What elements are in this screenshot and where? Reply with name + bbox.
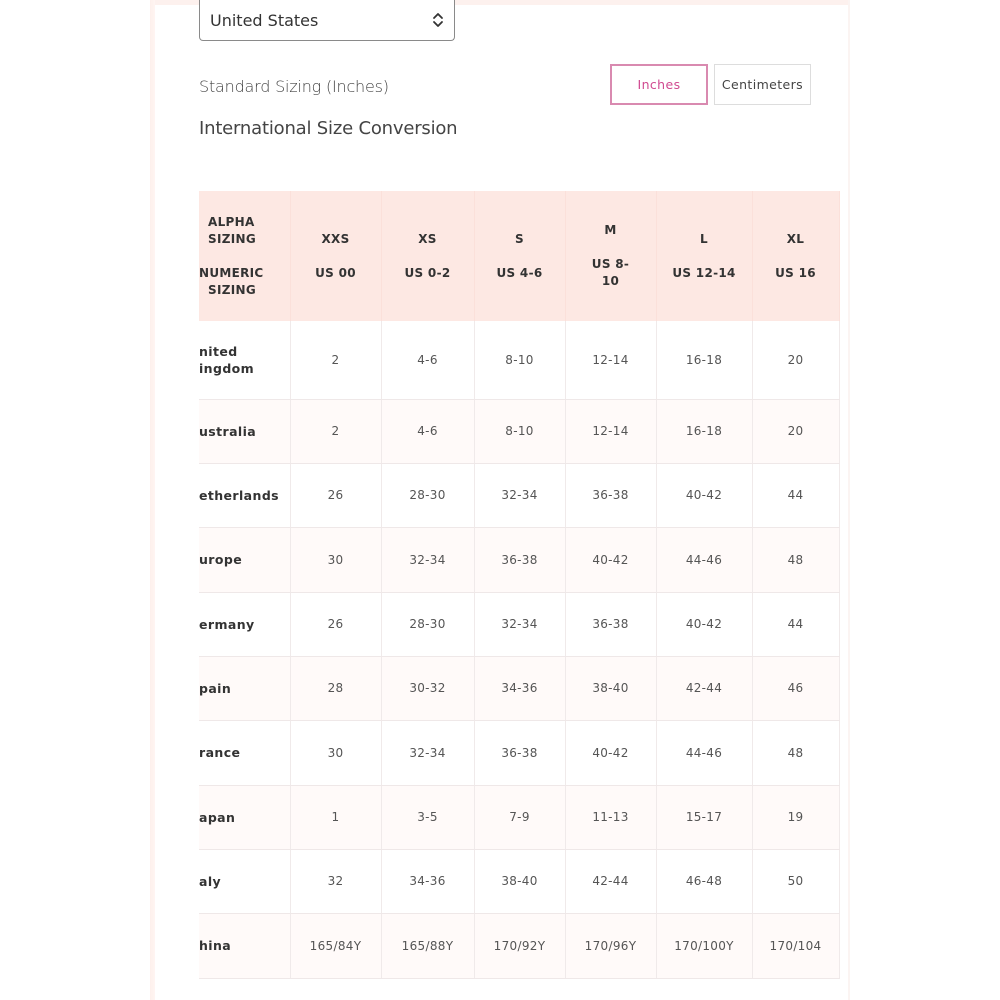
size-cell: 12-14: [565, 399, 656, 463]
country-name: ustralia: [199, 423, 257, 439]
size-cell: 36-38: [565, 592, 656, 656]
size-cell: 8-10: [474, 399, 565, 463]
header-numeric-1: NUMERIC: [199, 265, 264, 280]
country-cell: [199, 592, 290, 656]
header-numeric: US 4-6: [496, 265, 543, 280]
country-select[interactable]: [199, 0, 455, 41]
table-row: [199, 592, 839, 656]
header-alpha: M: [604, 223, 617, 237]
country-cell: [199, 913, 290, 978]
country-cell: [199, 785, 290, 849]
size-cell: 40-42: [565, 720, 656, 785]
size-cell: 28: [290, 656, 381, 720]
size-cell: 26: [290, 592, 381, 656]
size-cell: 19: [752, 785, 839, 849]
size-cell: 170/96Y: [565, 913, 656, 978]
header-alpha: S: [515, 231, 524, 246]
size-cell: 42-44: [656, 656, 752, 720]
header-numeric-1: US 8-: [591, 257, 630, 271]
country-cell: [199, 656, 290, 720]
size-cell: 30-32: [381, 656, 474, 720]
header-numeric: US 0-2: [404, 265, 451, 280]
size-cell: 16-18: [656, 399, 752, 463]
country-select-value: United States: [210, 10, 319, 30]
size-cell: 16-18: [656, 321, 752, 399]
country-cell: [199, 399, 290, 463]
size-cell: 44-46: [656, 720, 752, 785]
size-cell: 7-9: [474, 785, 565, 849]
size-cell: 36-38: [474, 720, 565, 785]
header-alpha: XXS: [321, 231, 350, 246]
size-cell: 40-42: [656, 463, 752, 527]
country-name: hina: [199, 938, 232, 953]
size-conversion-table: [199, 191, 840, 979]
size-cell: 50: [752, 849, 839, 913]
size-cell: 20: [752, 399, 839, 463]
size-cell: 165/84Y: [290, 913, 381, 978]
header-col-xs: [381, 191, 474, 321]
size-cell: 3-5: [381, 785, 474, 849]
country-name: aly: [199, 873, 222, 889]
left-margin: [0, 0, 155, 1000]
size-cell: 48: [752, 720, 839, 785]
header-numeric: US 00: [315, 265, 356, 280]
header-col-l: [656, 191, 752, 321]
size-cell: 36-38: [565, 463, 656, 527]
size-cell: 11-13: [565, 785, 656, 849]
table-body: [199, 321, 839, 978]
size-cell: 42-44: [565, 849, 656, 913]
header-numeric: US 12-14: [672, 265, 736, 280]
country-cell: [199, 849, 290, 913]
size-cell: 36-38: [474, 527, 565, 592]
size-cell: 48: [752, 527, 839, 592]
size-cell: 4-6: [381, 399, 474, 463]
size-cell: 20: [752, 321, 839, 399]
size-cell: 32-34: [474, 463, 565, 527]
header-numeric-2: SIZING: [208, 282, 256, 297]
up-down-chevron-icon: [432, 12, 444, 28]
table-row: [199, 720, 839, 785]
size-cell: 170/104: [752, 913, 839, 978]
country-name: urope: [199, 552, 243, 567]
size-cell: 40-42: [565, 527, 656, 592]
header-alpha: XL: [786, 231, 805, 246]
table-row: [199, 463, 839, 527]
country-cell: [199, 720, 290, 785]
size-cell: 2: [290, 399, 381, 463]
country-name: ermany: [199, 616, 255, 632]
header-corner: [199, 191, 290, 321]
size-cell: 8-10: [474, 321, 565, 399]
centimeters-button[interactable]: Centimeters: [714, 64, 811, 105]
table-row: [199, 527, 839, 592]
table-row: [199, 913, 839, 978]
country-name: pain: [199, 680, 232, 696]
size-cell: 28-30: [381, 463, 474, 527]
country-cell: [199, 463, 290, 527]
country-name: etherlands: [199, 487, 280, 503]
size-cell: 30: [290, 527, 381, 592]
size-cell: 28-30: [381, 592, 474, 656]
international-conversion-title: International Size Conversion: [199, 118, 458, 139]
size-cell: 34-36: [474, 656, 565, 720]
table-header-row: [199, 191, 839, 321]
size-cell: 44: [752, 463, 839, 527]
size-cell: 44-46: [656, 527, 752, 592]
size-cell: 170/100Y: [656, 913, 752, 978]
table-row: [199, 399, 839, 463]
country-cell: [199, 321, 290, 399]
size-cell: 32-34: [474, 592, 565, 656]
header-numeric-2: 10: [601, 274, 620, 288]
country-name: rance: [199, 745, 241, 760]
size-cell: 46-48: [656, 849, 752, 913]
size-conversion-table-wrapper[interactable]: [199, 191, 822, 978]
size-cell: 44: [752, 592, 839, 656]
size-cell: 32-34: [381, 527, 474, 592]
size-cell: 2: [290, 321, 381, 399]
size-cell: 32: [290, 849, 381, 913]
size-cell: 165/88Y: [381, 913, 474, 978]
size-cell: 30: [290, 720, 381, 785]
content-left-edge: [150, 0, 155, 1000]
table-row: [199, 849, 839, 913]
header-col-xxs: [290, 191, 381, 321]
size-cell: 38-40: [474, 849, 565, 913]
size-cell: 38-40: [565, 656, 656, 720]
header-alpha: L: [700, 231, 708, 246]
size-cell: 12-14: [565, 321, 656, 399]
header-alpha: XS: [418, 231, 437, 246]
size-cell: 46: [752, 656, 839, 720]
header-alpha-1: ALPHA: [208, 214, 255, 229]
country-name: apan: [199, 809, 236, 825]
header-col-s: [474, 191, 565, 321]
standard-sizing-label: Standard Sizing (Inches): [199, 77, 389, 96]
size-cell: 34-36: [381, 849, 474, 913]
size-cell: 170/92Y: [474, 913, 565, 978]
table-row: [199, 321, 839, 399]
header-col-xl: [752, 191, 839, 321]
size-cell: 1: [290, 785, 381, 849]
header-alpha-2: SIZING: [208, 231, 256, 246]
size-cell: 15-17: [656, 785, 752, 849]
size-cell: 26: [290, 463, 381, 527]
size-cell: 40-42: [656, 592, 752, 656]
header-col-m: [565, 191, 656, 321]
size-cell: 4-6: [381, 321, 474, 399]
country-cell: [199, 527, 290, 592]
size-cell: 32-34: [381, 720, 474, 785]
table-row: [199, 656, 839, 720]
table-row: [199, 785, 839, 849]
content-right-edge: [848, 0, 850, 1000]
inches-button[interactable]: Inches: [610, 64, 708, 105]
country-name: nited ingdom: [199, 343, 255, 376]
header-numeric: US 16: [775, 265, 816, 280]
